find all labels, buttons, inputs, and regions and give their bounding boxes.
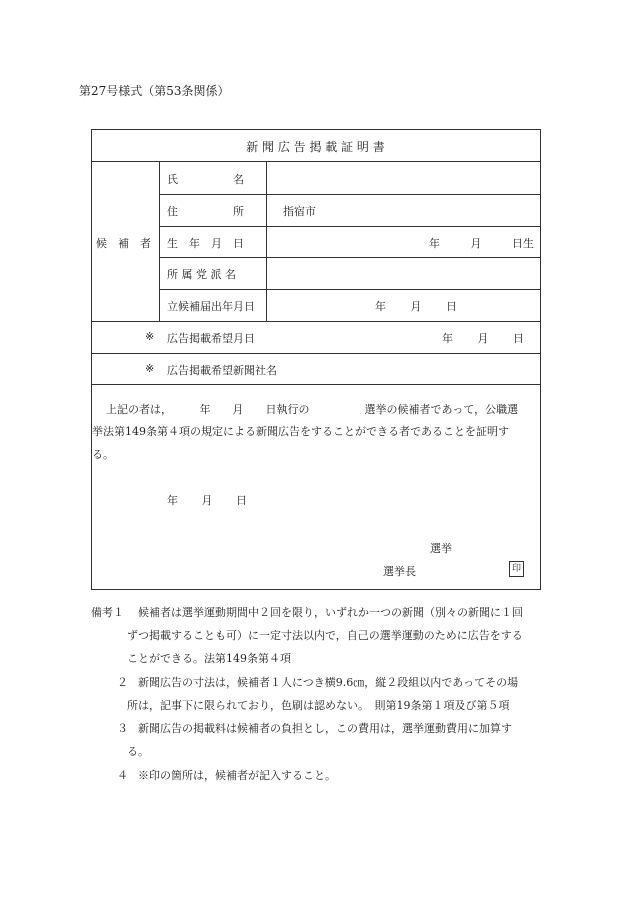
newspaper-mark: ※: [145, 362, 155, 375]
certification-line-2: 挙法第149条第４項の規定による新聞広告をすることができる者であることを証明す: [92, 425, 509, 438]
filing-year-unit: 年: [375, 300, 386, 313]
ad-year-unit: 年: [442, 332, 453, 345]
note-3-line-1: 新聞広告の掲載料は候補者の負担とし，この費用は，選挙運動費用に加算す: [138, 722, 512, 735]
note-2-number: ２: [117, 676, 128, 689]
note-2-line-1: 新聞広告の寸法は，候補者１人につき横9.6㎝，縦２段組以内であってその場: [138, 676, 519, 689]
name-label: 氏 名: [167, 173, 244, 186]
certification-line-3: る。: [92, 448, 114, 461]
ad-month-unit: 月: [477, 332, 489, 345]
ad-date-value: [442, 330, 524, 346]
filing-date-label: 立候補届出年月日: [167, 300, 255, 313]
birth-day-unit: 日生: [512, 237, 534, 250]
note-1-line-3: ことができる。法第149条第４項: [127, 652, 291, 665]
candidate-group-label: 候 補 者: [96, 237, 151, 250]
seal-box: 印: [509, 561, 524, 577]
table-border-bottom: [91, 589, 540, 590]
birth-date-label: 生 年 月 日: [167, 237, 244, 250]
name-row-rule: [159, 194, 540, 195]
table-border-left: [91, 129, 92, 590]
certification-date: [167, 492, 247, 508]
ad-date-mark: ※: [145, 330, 155, 343]
election-chief-label: 選挙長: [383, 565, 416, 578]
filing-month-unit: 月: [410, 300, 422, 313]
table-border-top: [91, 129, 540, 130]
note-1-line-2: ずつ掲載することも可）に一定寸法以内で，自己の選挙運動のために広告をする: [127, 629, 523, 642]
certification-line-1: 上記の者は， 年 月 日執行の 選挙の候補者であって，公職選: [106, 403, 519, 416]
note-1-line-1: 候補者は選挙運動期間中２回を限り，いずれか一つの新聞（別々の新聞に１回: [138, 606, 523, 619]
form-number: 第27号様式（第53条関係）: [79, 84, 230, 98]
ad-date-label: 広告掲載希望月日: [167, 332, 255, 345]
note-4-line-1: ※印の箇所は，候補者が記入すること。: [138, 769, 336, 782]
cert-year-unit: 年: [167, 494, 178, 507]
notes-heading: 備考１: [91, 606, 124, 619]
filing-day-unit: 日: [446, 300, 457, 313]
birth-month-unit: 月: [470, 237, 482, 250]
ad-date-row-rule: [91, 353, 540, 354]
newspaper-label: 広告掲載希望新聞社名: [167, 364, 277, 377]
birth-row-rule: [159, 257, 540, 258]
candidate-label-divider: [159, 161, 160, 321]
party-row-rule: [159, 289, 540, 290]
address-row-rule: [159, 226, 540, 227]
birth-date-value: [429, 235, 534, 251]
note-3-line-2: る。: [127, 745, 149, 758]
birth-year-unit: 年: [429, 237, 440, 250]
address-value: 指宿市: [283, 205, 316, 218]
address-label: 住 所: [167, 205, 244, 218]
filing-date-value: [375, 298, 457, 314]
note-4-number: ４: [117, 769, 128, 782]
note-3-number: ３: [117, 722, 128, 735]
cert-month-unit: 月: [201, 494, 213, 507]
cert-day-unit: 日: [236, 494, 247, 507]
field-label-divider: [266, 161, 267, 321]
ad-day-unit: 日: [513, 332, 524, 345]
note-2-line-2: 所は，記事下に限られており，色刷は認めない。 則第19条第１項及び第５項: [127, 699, 510, 712]
form-title: 新 聞 広 告 掲 載 証 明 書: [246, 140, 385, 154]
candidate-block-rule: [91, 321, 540, 322]
election-label: 選挙: [430, 542, 452, 555]
table-border-right: [540, 129, 541, 590]
newspaper-row-rule: [91, 384, 540, 385]
party-label: 所 属 党 派 名: [167, 268, 236, 281]
